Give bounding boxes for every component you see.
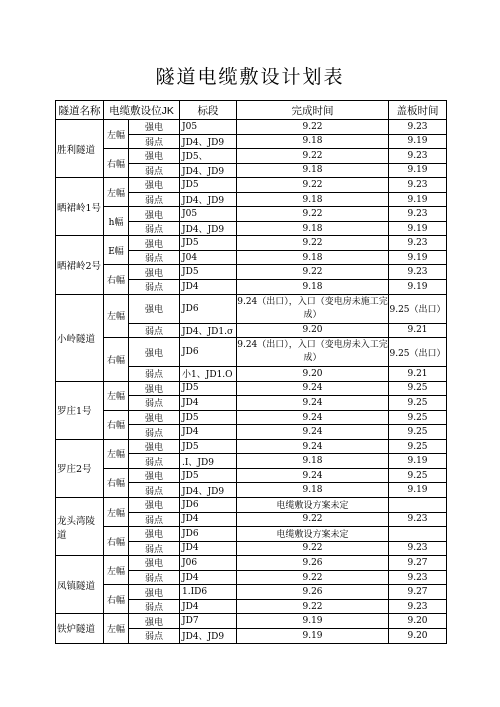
- cable-type-cell: 弱点: [129, 163, 180, 178]
- tunnel-name-cell: 晒裙岭2号: [56, 236, 104, 294]
- cover-time-cell: 9.19: [389, 454, 447, 469]
- segment-cell: J04: [180, 250, 237, 265]
- cover-time-cell: 9.23: [389, 599, 447, 614]
- segment-cell: JD4: [180, 425, 237, 440]
- tunnel-name-cell: 罗庄1号: [56, 381, 104, 439]
- cable-type-cell: 强电: [129, 410, 180, 425]
- segment-cell: JD4: [180, 570, 237, 585]
- table-header-row: [56, 101, 447, 120]
- side-label-cell: 右幅: [104, 149, 129, 178]
- segment-cell: JD5: [180, 178, 237, 193]
- cover-time-cell: 9.19: [389, 250, 447, 265]
- table-row: [56, 439, 447, 454]
- segment-cell: JD5: [180, 410, 237, 425]
- cable-type-cell: 弱点: [129, 570, 180, 585]
- segment-cell: 小1、JD1.O: [180, 367, 237, 382]
- cable-type-cell: 弱点: [129, 192, 180, 207]
- done-time-cell: 9.22: [237, 207, 389, 222]
- cable-type-cell: 强电: [129, 381, 180, 396]
- done-time-cell: 9.22: [237, 265, 389, 280]
- cover-time-cell: 9.20: [389, 614, 447, 629]
- segment-cell: JD5: [180, 236, 237, 251]
- cover-time-cell: 9.25: [389, 396, 447, 411]
- segment-cell: JD6: [180, 338, 237, 367]
- side-label-cell: 左幅: [104, 178, 129, 207]
- cover-time-cell: 9.19: [389, 134, 447, 149]
- done-time-cell: 9.24: [237, 425, 389, 440]
- side-label-cell: h幅: [104, 207, 129, 236]
- done-time-cell: 9.22: [237, 512, 389, 527]
- side-label-cell: 左幅: [104, 120, 129, 149]
- side-label-cell: 左幅: [104, 498, 129, 527]
- done-time-cell: 9.24: [237, 396, 389, 411]
- tunnel-name-cell: 铁炉隧道: [56, 614, 104, 643]
- segment-cell: JD4、JD9: [180, 163, 237, 178]
- cable-type-cell: 弱点: [129, 134, 180, 149]
- done-time-cell: 9.22: [237, 120, 389, 135]
- done-time-cell: 9.24: [237, 381, 389, 396]
- done-time-cell: 9.26: [237, 585, 389, 600]
- done-time-cell: 9.22: [237, 541, 389, 556]
- cable-type-cell: 弱点: [129, 454, 180, 469]
- cover-time-cell: 9.23: [389, 265, 447, 280]
- side-label-cell: 左幅: [104, 381, 129, 410]
- cable-type-cell: 弱点: [129, 425, 180, 440]
- cable-type-cell: 弱点: [129, 221, 180, 236]
- tunnel-name-cell: 胜利隧道: [56, 120, 104, 178]
- table-row: [56, 527, 447, 542]
- segment-cell: JD4、JD1.σ: [180, 323, 237, 338]
- table-row: [56, 614, 447, 629]
- cover-time-cell: 9.25（出口）: [389, 338, 447, 367]
- table-row: [56, 338, 447, 367]
- cable-type-cell: 强电: [129, 338, 180, 367]
- done-time-cell: 9.22: [237, 236, 389, 251]
- cover-time-cell: 9.19: [389, 192, 447, 207]
- segment-cell: JD5: [180, 265, 237, 280]
- table-body: [56, 120, 447, 644]
- tunnel-name-cell: 龙头湾陵道: [56, 498, 104, 556]
- header-cover-time: 盖板时间: [389, 101, 447, 120]
- segment-cell: JD4: [180, 599, 237, 614]
- segment-cell: JD4: [180, 396, 237, 411]
- cover-time-cell: 9.23: [389, 178, 447, 193]
- segment-cell: JD5: [180, 381, 237, 396]
- cover-time-cell: 9.27: [389, 556, 447, 571]
- done-time-cell: 9.20: [237, 367, 389, 382]
- cable-type-cell: 弱点: [129, 628, 180, 643]
- table-row: [56, 265, 447, 280]
- header-segment: 标段: [180, 101, 237, 120]
- done-time-cell: 9.22: [237, 178, 389, 193]
- cover-time-cell: 9.19: [389, 280, 447, 295]
- done-time-cell: 9.26: [237, 556, 389, 571]
- cover-time-cell: 9.21: [389, 323, 447, 338]
- done-time-cell: 9.22: [237, 149, 389, 164]
- side-label-cell: 左幅: [104, 294, 129, 338]
- header-tunnel-name: 隧道名称: [56, 101, 104, 120]
- cable-type-cell: 弱点: [129, 512, 180, 527]
- segment-cell: JD4: [180, 541, 237, 556]
- table-row: [56, 556, 447, 571]
- cover-time-cell: 9.23: [389, 207, 447, 222]
- table-row: [56, 410, 447, 425]
- cable-type-cell: 强电: [129, 207, 180, 222]
- done-time-cell: 9.24: [237, 468, 389, 483]
- table-row: [56, 381, 447, 396]
- segment-cell: JD4、JD9: [180, 134, 237, 149]
- cover-time-cell: 9.25（出口）: [389, 294, 447, 323]
- cover-time-cell: 9.23: [389, 541, 447, 556]
- segment-cell: J06: [180, 556, 237, 571]
- segment-cell: J05: [180, 207, 237, 222]
- page-title: 隧道电缆敷设计划表: [155, 66, 345, 88]
- cover-time-cell: [389, 527, 447, 542]
- segment-cell: .I、JD9: [180, 454, 237, 469]
- tunnel-name-cell: 小岭隧道: [56, 294, 104, 381]
- cable-type-cell: 强电: [129, 439, 180, 454]
- side-label-cell: 右幅: [104, 527, 129, 556]
- side-label-cell: 左幅: [104, 556, 129, 585]
- tunnel-name-cell: 晒裙岭1号: [56, 178, 104, 236]
- segment-cell: JD4、JD9: [180, 628, 237, 643]
- done-time-cell: 9.22: [237, 599, 389, 614]
- cover-time-cell: 9.23: [389, 120, 447, 135]
- segment-cell: JD5: [180, 468, 237, 483]
- side-label-cell: 右幅: [104, 585, 129, 614]
- done-time-cell: 9.20: [237, 323, 389, 338]
- tunnel-name-cell: 罗庄2号: [56, 439, 104, 497]
- done-time-cell: 9.19: [237, 628, 389, 643]
- cable-type-cell: 强电: [129, 527, 180, 542]
- cable-type-cell: 弱点: [129, 367, 180, 382]
- side-label-cell: 右幅: [104, 338, 129, 382]
- cover-time-cell: 9.19: [389, 221, 447, 236]
- done-time-cell: 9.24: [237, 439, 389, 454]
- table-row: [56, 294, 447, 323]
- segment-cell: JD4、JD9: [180, 221, 237, 236]
- segment-cell: JD5、: [180, 149, 237, 164]
- side-label-cell: 右幅: [104, 468, 129, 497]
- side-label-cell: 左幅: [104, 439, 129, 468]
- segment-cell: JD4: [180, 280, 237, 295]
- cover-time-cell: 9.19: [389, 163, 447, 178]
- table-row: [56, 178, 447, 193]
- side-label-cell: 右幅: [104, 410, 129, 439]
- done-time-cell: 9.19: [237, 614, 389, 629]
- segment-cell: JD5: [180, 439, 237, 454]
- cable-plan-table: [55, 100, 447, 644]
- tunnel-name-cell: 凤镇隧道: [56, 556, 104, 614]
- cable-type-cell: 弱点: [129, 250, 180, 265]
- done-time-cell: 电缆敷设方案未定: [237, 498, 389, 513]
- table-row: [56, 236, 447, 251]
- done-time-cell: 9.24（出口），入口（变电房未施工完成）: [237, 294, 389, 323]
- cover-time-cell: 9.21: [389, 367, 447, 382]
- cover-time-cell: 9.19: [389, 483, 447, 498]
- cover-time-cell: 9.25: [389, 425, 447, 440]
- cable-type-cell: 弱点: [129, 599, 180, 614]
- table-row: [56, 468, 447, 483]
- done-time-cell: 9.18: [237, 134, 389, 149]
- done-time-cell: 9.18: [237, 221, 389, 236]
- cover-time-cell: 9.23: [389, 512, 447, 527]
- done-time-cell: 9.18: [237, 192, 389, 207]
- segment-cell: JD4、JD9: [180, 483, 237, 498]
- cable-type-cell: 强电: [129, 265, 180, 280]
- side-label-cell: 右幅: [104, 265, 129, 294]
- done-time-cell: 9.18: [237, 163, 389, 178]
- cover-time-cell: 9.23: [389, 570, 447, 585]
- side-label-cell: 左幅: [104, 614, 129, 643]
- cover-time-cell: 9.25: [389, 410, 447, 425]
- cable-type-cell: 弱点: [129, 541, 180, 556]
- cable-type-cell: 强电: [129, 120, 180, 135]
- table-row: [56, 120, 447, 135]
- segment-cell: J05: [180, 120, 237, 135]
- cable-type-cell: 弱点: [129, 396, 180, 411]
- cover-time-cell: 9.25: [389, 439, 447, 454]
- done-time-cell: 9.18: [237, 250, 389, 265]
- side-label-cell: E幅: [104, 236, 129, 265]
- segment-cell: JD6: [180, 527, 237, 542]
- cover-time-cell: 9.27: [389, 585, 447, 600]
- cable-type-cell: 强电: [129, 556, 180, 571]
- segment-cell: JD6: [180, 294, 237, 323]
- cable-type-cell: 弱点: [129, 323, 180, 338]
- segment-cell: JD4: [180, 512, 237, 527]
- cover-time-cell: 9.20: [389, 628, 447, 643]
- done-time-cell: 9.18: [237, 280, 389, 295]
- cable-type-cell: 强电: [129, 236, 180, 251]
- table-row: [56, 207, 447, 222]
- done-time-cell: 9.18: [237, 483, 389, 498]
- cover-time-cell: 9.25: [389, 381, 447, 396]
- table-row: [56, 498, 447, 513]
- table-row: [56, 585, 447, 600]
- segment-cell: JD7: [180, 614, 237, 629]
- done-time-cell: 9.24（出口），入口（变电房未入工完成）: [237, 338, 389, 367]
- cable-type-cell: 强电: [129, 149, 180, 164]
- cable-type-cell: 强电: [129, 294, 180, 323]
- done-time-cell: 9.22: [237, 570, 389, 585]
- cover-time-cell: [389, 498, 447, 513]
- cable-type-cell: 强电: [129, 178, 180, 193]
- cable-type-cell: 强电: [129, 498, 180, 513]
- cable-type-cell: 弱点: [129, 280, 180, 295]
- segment-cell: JD4、JD9: [180, 192, 237, 207]
- table-row: [56, 149, 447, 164]
- done-time-cell: 电缆敷设方案未定: [237, 527, 389, 542]
- cable-type-cell: 弱点: [129, 483, 180, 498]
- segment-cell: 1.ID6: [180, 585, 237, 600]
- cover-time-cell: 9.23: [389, 236, 447, 251]
- header-done-time: 完成时间: [237, 101, 389, 120]
- cable-type-cell: 强电: [129, 585, 180, 600]
- cable-type-cell: 强电: [129, 468, 180, 483]
- header-cable-position: 电缆敷设位JK: [104, 101, 180, 120]
- done-time-cell: 9.24: [237, 410, 389, 425]
- cable-type-cell: 强电: [129, 614, 180, 629]
- segment-cell: JD6: [180, 498, 237, 513]
- cover-time-cell: 9.23: [389, 149, 447, 164]
- cover-time-cell: 9.25: [389, 468, 447, 483]
- done-time-cell: 9.18: [237, 454, 389, 469]
